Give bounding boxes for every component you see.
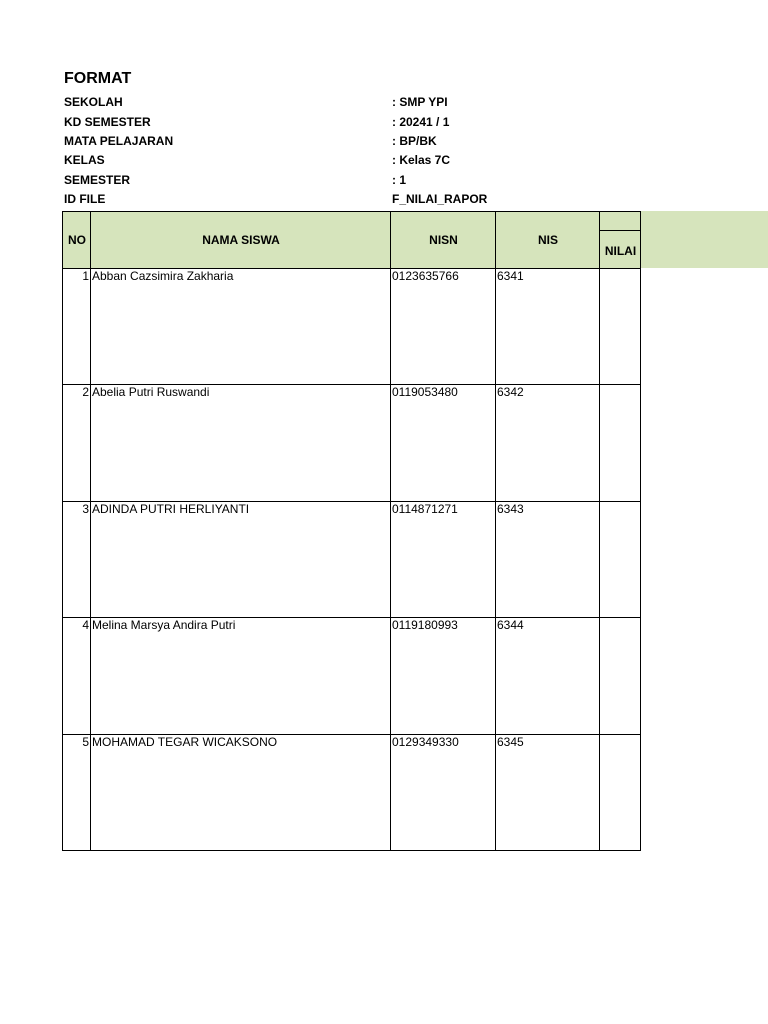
row-4-name: Melina Marsya Andira Putri [92,618,236,632]
meta-value-id-file: F_NILAI_RAPOR [392,192,488,206]
meta-value-semester: : 1 [392,173,407,187]
grid-line [640,211,641,851]
header-no: NO [63,211,91,268]
meta-label-kd-semester: KD SEMESTER [64,115,151,129]
row-4-nis: 6344 [497,618,524,632]
grid-line [63,211,641,212]
grid-line [599,211,600,851]
row-5-no: 5 [82,735,89,749]
meta-value-mata-pelajaran: : BP/BK [392,134,437,148]
row-5-nis: 6345 [497,735,524,749]
header-nama-siswa: NAMA SISWA [91,211,391,268]
header-nisn: NISN [391,211,496,268]
row-1-name: Abban Cazsimira Zakharia [92,269,234,283]
grid-line [63,850,641,851]
row-1-nisn: 0123635766 [392,269,459,283]
meta-value-kd-semester: : 20241 / 1 [392,115,450,129]
row-2-nis: 6342 [497,385,524,399]
meta-label-sekolah: SEKOLAH [64,95,123,109]
grid-line [390,211,391,851]
meta-label-mata-pelajaran: MATA PELAJARAN [64,134,174,148]
meta-label-id-file: ID FILE [64,192,106,206]
header-group-cell [600,211,641,230]
row-4-no: 4 [82,618,89,632]
grid-line [600,230,641,231]
row-2-no: 2 [82,385,89,399]
header-overflow-fill [641,211,768,268]
grid-line [495,211,496,851]
row-5-nisn: 0129349330 [392,735,459,749]
row-5-name: MOHAMAD TEGAR WICAKSONO [92,735,278,749]
grid-line [90,211,91,851]
header-nilai: NILAI [600,230,641,268]
form-title: FORMAT [64,70,132,87]
row-2-name: Abelia Putri Ruswandi [92,385,210,399]
row-4-nisn: 0119180993 [392,618,458,632]
row-1-nis: 6341 [497,269,524,283]
row-1-no: 1 [82,269,89,283]
row-3-name: ADINDA PUTRI HERLIYANTI [92,502,250,516]
row-3-nis: 6343 [497,502,524,516]
grid-line [62,211,63,851]
meta-label-semester: SEMESTER [64,173,131,187]
meta-value-kelas: : Kelas 7C [392,153,451,167]
header-nis: NIS [496,211,600,268]
meta-label-kelas: KELAS [64,153,105,167]
row-3-no: 3 [82,502,89,516]
row-3-nisn: 0114871271 [392,502,458,516]
row-2-nisn: 0119053480 [392,385,458,399]
meta-value-sekolah: : SMP YPI [392,95,448,109]
